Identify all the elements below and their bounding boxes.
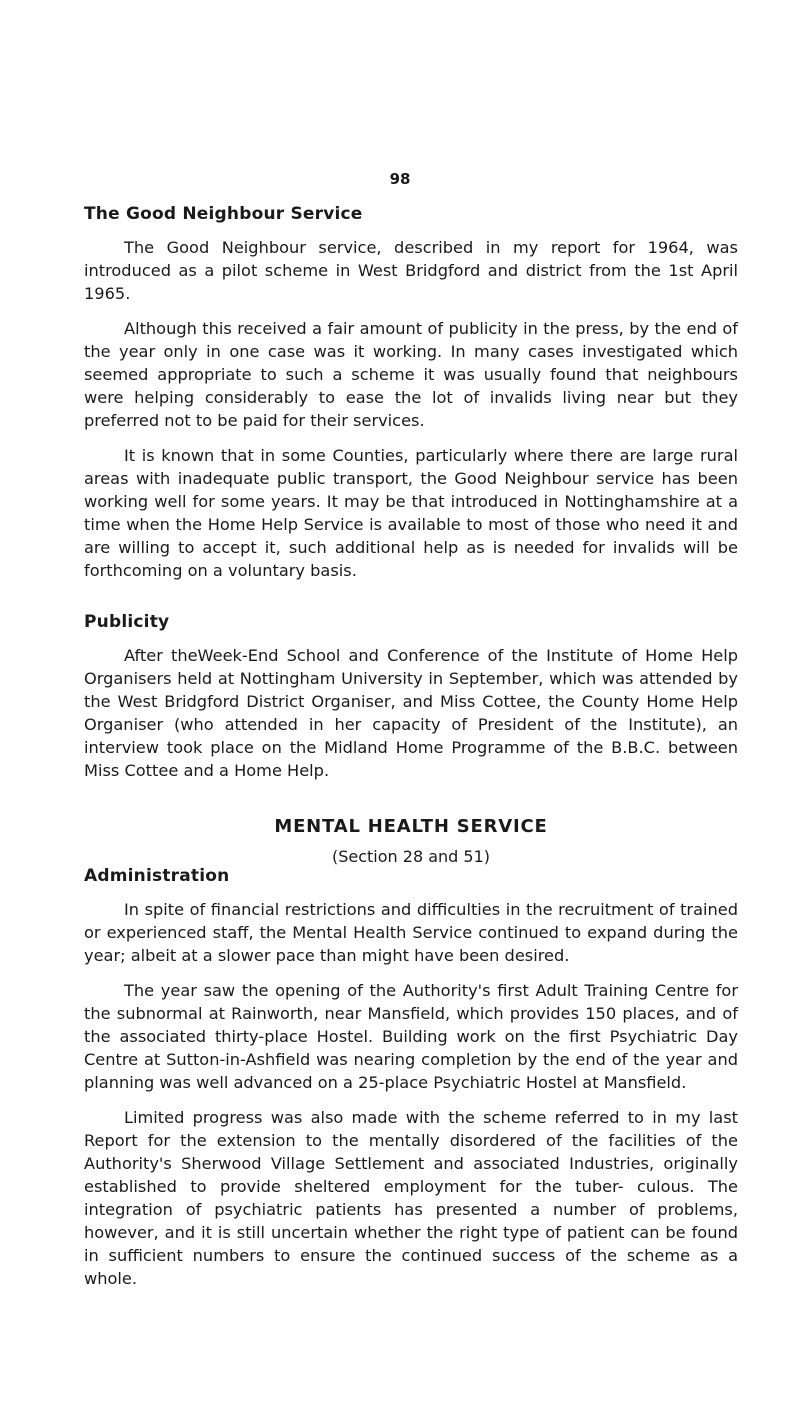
administration-paragraph: In spite of financial restrictions and difficulties in the recruitment of trained or experienced staff, the Mental Health Service continued to expand during the year; albeit at a slower pace than might have been desired. — [84, 900, 738, 965]
administration-heading: Administration — [84, 866, 230, 886]
good-neighbour-paragraph: It is known that in some Counties, particularly where there are large rural areas with inadequate public transport, the Good Neighbour service has been working well for some years. It may be that introduced in Nottinghamshire at a time when the Home Help Service is available to most of those who need it and are willing to accept it, such additional help as is needed for invalids will be forthcoming on a voluntary basis. — [84, 446, 738, 580]
good-neighbour-paragraph: Although this received a fair amount of publicity in the press, by the end of the year only in one case was it working. In many cases investigated which seemed appropriate to such a scheme it was usually found that neighbours were helping considerably to ease the lot of invalids living near but they preferred not to be paid for their services. — [84, 319, 738, 430]
page-number: 98 — [389, 170, 411, 188]
mental-health-subheading: (Section 28 and 51) — [331, 847, 490, 866]
good-neighbour-paragraph: The Good Neighbour service, described in my report for 1964, was introduced as a pilot scheme in West Bridgford and district from the 1st April 1965. — [84, 238, 738, 303]
administration-paragraph: Limited progress was also made with the scheme referred to in my last Report for the extension to the mentally disordered of the facilities of the Authority's Sherwood Village Settlement and associated Industries, originally established to provide sheltered employment for the tuber- culous. The integration of psychiatric patients has presented a number of problems, however, and it is still uncertain whether the right type of patient can be found in sufficient numbers to ensure the continued success of the scheme as a whole. — [84, 1108, 738, 1288]
administration-paragraph: The year saw the opening of the Authority's first Adult Training Centre for the subnormal at Rainworth, near Mansfield, which provides 150 places, and of the associated thirty-place Hostel. Building work on the first Psychiatric Day Centre at Sutton-in-Ashfield was nearing completion by the end of the year and planning was well advanced on a 25-place Psychiatric Hostel at Mansfield. — [84, 981, 738, 1092]
mental-health-heading: MENTAL HEALTH SERVICE — [274, 816, 548, 837]
document-body — [84, 204, 738, 1302]
publicity-heading: Publicity — [84, 612, 170, 632]
publicity-paragraph: After theWeek-End School and Conference of the Institute of Home Help Organisers held at Nottingham University in September, which was attended by the West Bridgford District Organiser, and Miss Cottee, the County Home Help Organiser (who attended in her capacity of President of the Institute), an interview took place on the Midland Home Programme of the B.B.C. between Miss Cottee and a Home Help. — [84, 646, 738, 780]
good-neighbour-heading: The Good Neighbour Service — [84, 204, 363, 224]
